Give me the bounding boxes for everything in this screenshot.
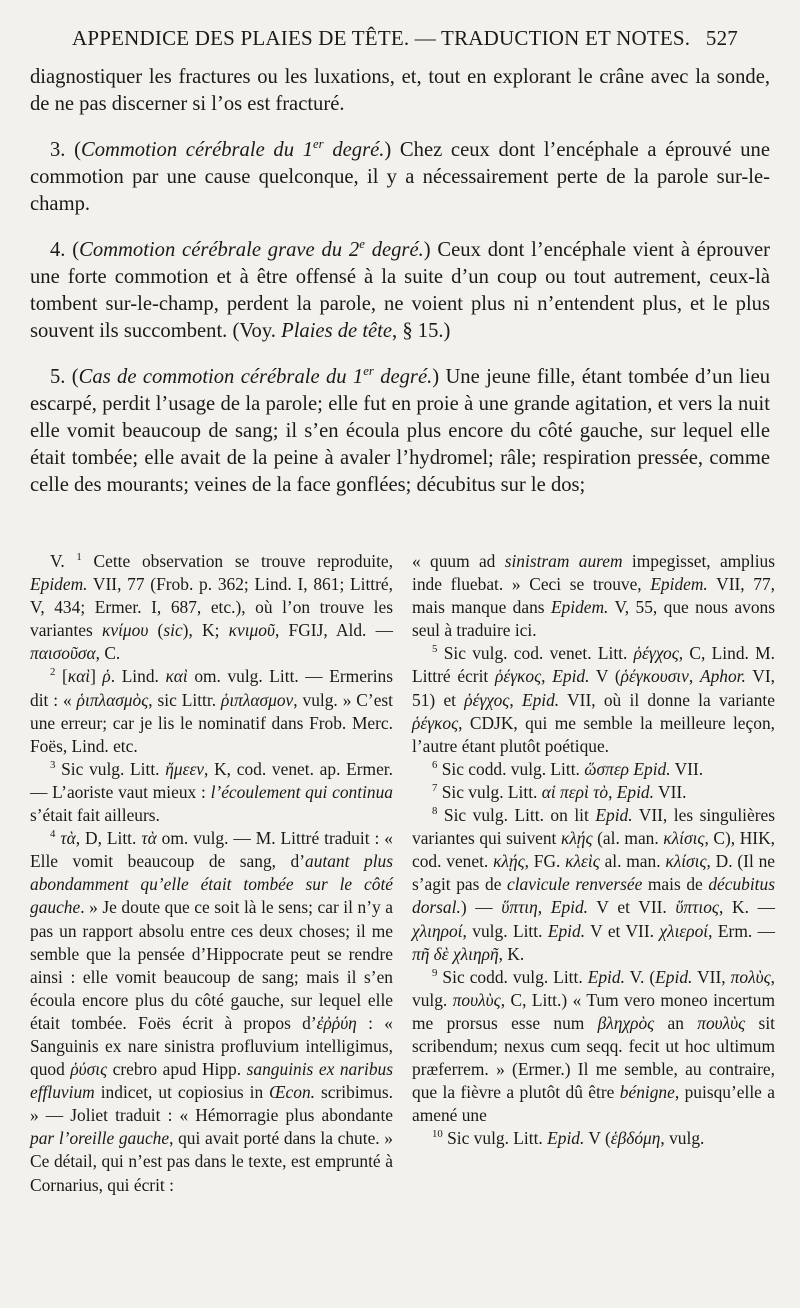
footnote-1: V. $^1$ Cette observation se trouve reproduite, Epidem. VII, 77 (Frob. p. 362; Lind. I, 861; Littré, V, 434; Ermer. I, 687, etc.), où l’on trouve les variantes κνίμου (sic), K; κνιμοῦ, FGIJ, Ald. — παισοῦσα, C. bbox=[30, 551, 393, 664]
page-number: 527 bbox=[705, 26, 738, 50]
text-run: diagnostiquer les fractures ou les luxations, et, tout en explorant le crâne avec la sonde, de ne pas discerner si l’os est fracturé. bbox=[30, 66, 770, 115]
text-run: ) Ceux dont l’encéphale vient à éprouver une forte commotion et à être offensé à la suite d’un coup ou tout autrement, ceux-là tombent sur-le-champ, perdent la parole, ne voient plus ni n’entendent plus, et le plus souvent ils succombent. (Voy. bbox=[30, 239, 770, 342]
paragraph-section-3 bbox=[30, 137, 770, 218]
footnote-10: $^{10}$ Sic vulg. Litt. Epid. V (ἑβδόμη, vulg. bbox=[432, 1128, 705, 1149]
text-run: 4. ( bbox=[50, 239, 80, 261]
section-heading: Commotion cérébrale du 1er degré. bbox=[81, 137, 385, 161]
footnote-2: $^2$ [καὶ] ῥ. Lind. καὶ om. vulg. Litt. — Ermerins dit : « ῥιπλασμὸς, sic Littr. ῥιπλασμον, vulg. » C’est une erreur; car je lis le nominatif dans Frob. Merc. Foës, Lind. etc. bbox=[30, 666, 394, 756]
footnote-3: $^3$ Sic vulg. Litt. ἤμεεν, K, cod. venet. ap. Ermer. — L’aoriste vaut mieux : l’écoulement qui continua s’était fait ailleurs. bbox=[30, 758, 393, 826]
italic-run: Plaies de tête bbox=[281, 320, 393, 342]
section-heading: Cas de commotion cérébrale du 1er degré. bbox=[78, 364, 433, 388]
footnote-4: $^4$ τὰ, D, Litt. τὰ om. vulg. — M. Littré traduit : « Elle vomit beaucoup de sang, d’autant plus abondamment qu’elle était tombée sur le côté gauche. » Je doute que ce soit là le sens; car il n’y a pas un rapport absolu entre ces deux choses; il me semble que la pensée d’Hippocrate peut se rendre ainsi : elle vomit beaucoup de sang; mais il s’en écoula encore plus du côté gauche, sur lequel elle était tombée. Foës écrit à propos d’ἐῤῥύη : « Sanguinis ex nare sinistra profluvium intelligimus, quod ῥύσις crebro apud Hipp. sanguinis ex naribus effluvium indicet, ut copiosius in Œcon. scribimus. » — Joliet traduit : « Hémorragie plus abondante par l’oreille gauche, qui avait porté dans la chute. » Ce détail, qui n’est pas dans le texte, est emprunté à Cornarius, qui écrit : bbox=[30, 828, 393, 1195]
footnote-4-continued: « quum ad sinistram aurem impegisset, amplius inde fluebat. » Ceci se trouve, Epidem. VII, 77, mais manque dans Epidem. V, 55, que nous avons seul à traduire ici. bbox=[412, 551, 776, 641]
main-text bbox=[30, 64, 770, 499]
running-title: APPENDICE DES PLAIES DE TÊTE. — TRADUCTION ET NOTES. bbox=[72, 26, 691, 50]
footnote-column-left bbox=[30, 550, 393, 1197]
footnote-8: $^8$ Sic vulg. Litt. on lit Epid. VII, les singulières variantes qui suivent κλῄς (al. man. κλίσις, C), HIK, cod. venet. κλῄς, FG. κλεὶς al. man. κλίσις, D. (Il ne s’agit pas de clavicule renversée mais de décubitus dorsal.) — ὕπτιη, Epid. V et VII. ὕπτιος, K. — χλιηροί, vulg. Litt. Epid. V et VII. χλιεροί, Erm. — πῆ δὲ χλιηρῆ, K. bbox=[412, 805, 775, 964]
text-run: ) Chez ceux dont l’encéphale a éprouvé une commotion par une cause quelconque, il y a nécessairement perte de la parole sur-le-champ. bbox=[30, 139, 770, 215]
paragraph-section-4 bbox=[30, 237, 770, 345]
paragraph-continuation bbox=[30, 64, 770, 118]
footnote-7: $^7$ Sic vulg. Litt. αἱ περὶ τὸ, Epid. VII. bbox=[432, 781, 687, 802]
footnote-9: $^9$ Sic codd. vulg. Litt. Epid. V. (Epid. VII, πολὺς, vulg. πουλὺς, C, Litt.) « Tum vero moneo incertum me prorsus esse num βληχρὸς an πουλὺς sit scribendum; nexus cum seqq. fecit ut hoc ultimum præferrem. » (Ermer.) Il me semble, au contraire, que la fièvre a plutôt dû être bénigne, puisqu’elle a amené une bbox=[412, 966, 775, 1126]
paragraph-section-5 bbox=[30, 364, 770, 499]
text-run: , § 15.) bbox=[392, 320, 451, 342]
footnote-column-right bbox=[412, 550, 775, 1197]
footnote-6: $^6$ Sic codd. vulg. Litt. ὥσπερ Epid. VII. bbox=[432, 758, 704, 779]
footnotes bbox=[30, 550, 775, 1197]
section-heading: Commotion cérébrale grave du 2e degré. bbox=[79, 237, 424, 261]
footnote-5: $^5$ Sic vulg. cod. venet. Litt. ῥέγχος, C, Lind. M. Littré écrit ῥέγκος, Epid. V (ῥέγκουσιν, Aphor. VI, 51) et ῥέγχος, Epid. VII, où il donne la variante ῥέγκος, CDJK, qui me semble la meilleure leçon, l’autre étant plutôt poétique. bbox=[412, 643, 775, 756]
text-run: 5. ( bbox=[50, 366, 79, 388]
text-run: ) Une jeune fille, étant tombée d’un lieu escarpé, perdit l’usage de la parole; elle fut en proie à une grande agitation, et vers la nuit elle vomit beaucoup de sang; il s’en écoula plus encore du côté gauche, sur lequel elle était tombée; elle avait de la peine à avaler l’hydromel; râle; respiration pressée, comme celle des mourants; veines de la face gonflées; décubitus sur le dos; bbox=[30, 366, 771, 496]
text-run: 3. ( bbox=[50, 139, 81, 161]
